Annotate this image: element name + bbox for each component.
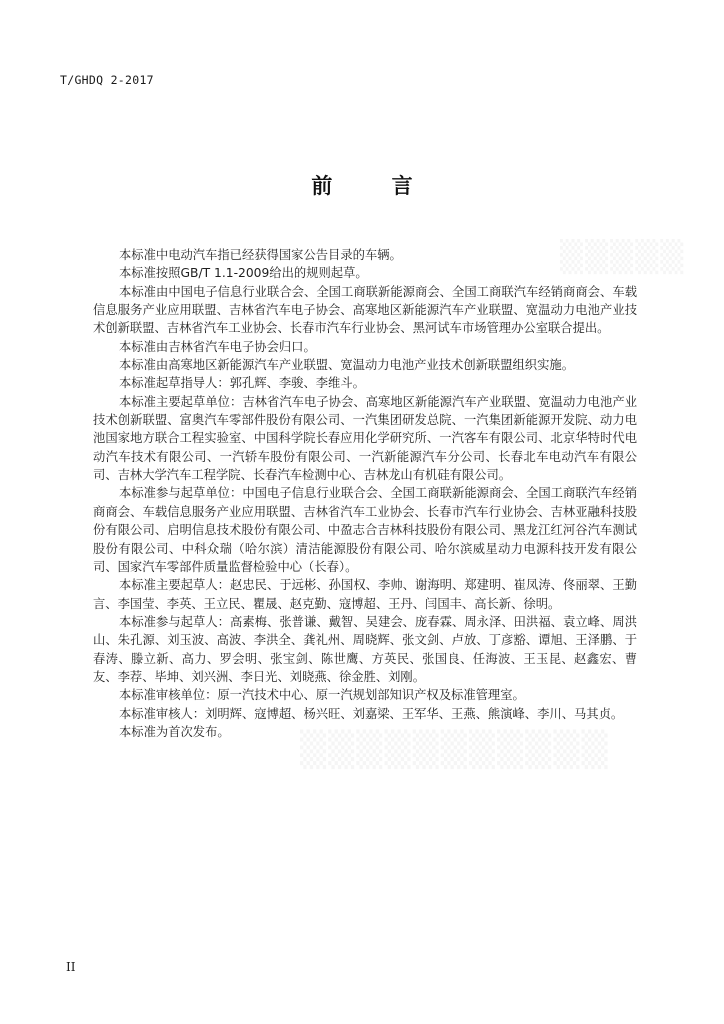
page-number: II <box>66 960 76 974</box>
page-title: 前 言 <box>311 174 439 198</box>
paragraph-participating-drafters: 本标准参与起草人：高素梅、张普谦、戴智、吴建会、庞春霖、周永泽、田洪福、袁立峰、周洪山、朱孔源、刘玉波、高波、李洪全、龚礼州、周晓辉、张文剑、卢放、丁彦豁、谭旭、王泽鹏、于春涛、滕立新、高力、罗会明、张宝剑、陈世鹰、方英民、张国良、任海波、王玉昆、赵鑫宏、曹友、李荐、毕坤、刘兴洲、李日光、刘晓燕、徐金胜、刘刚。 <box>93 614 637 684</box>
document-code: T/GHDQ 2-2017 <box>60 73 154 87</box>
paragraph-scope: 本标准中电动汽车指已经获得国家公告目录的车辆。 <box>119 248 402 262</box>
paragraph-drafting-advisors: 本标准起草指导人：郭孔辉、李骏、李维斗。 <box>119 376 365 391</box>
paragraph-proposers: 本标准由中国电子信息行业联合会、全国工商联新能源商会、全国工商联汽车经销商商会、车载信息服务产业应用联盟、吉林省汽车电子协会、高寒地区新能源汽车产业联盟、宽温动力电池产业技术创新联盟、吉林省汽车工业协会、长春市汽车行业协会、黑河试车市场管理办公室联合提出。 <box>93 284 637 336</box>
paragraph-main-drafting-units: 本标准主要起草单位：吉林省汽车电子协会、高寒地区新能源汽车产业联盟、宽温动力电池产业技术创新联盟、富奥汽车零部件股份有限公司、一汽集团研发总院、一汽集团新能源开发院、动力电池国家地方联合工程实验室、中国科学院长春应用化学研究所、一汽客车有限公司、北京华特时代电动汽车技术有限公司、一汽轿车股份有限公司、一汽新能源汽车分公司、长春北车电动汽车有限公司、吉林大学汽车工程学院、长春汽车检测中心、吉林龙山有机硅有限公司。 <box>93 394 637 483</box>
paragraph-reviewers: 本标准审核人：刘明辉、寇博超、杨兴旺、刘嘉梁、王军华、王燕、熊演峰、李川、马其贞。 <box>119 706 624 721</box>
foreword-body <box>93 246 637 741</box>
paragraph-main-drafters: 本标准主要起草人：赵忠民、于远彬、孙国权、李帅、谢海明、郑建明、崔凤涛、佟丽翠、王勤言、李国莹、李英、王立民、瞿晟、赵克勤、寇博超、王丹、闫国丰、高长新、徐明。 <box>93 578 637 611</box>
paragraph-drafting-rules: 本标准按照GB/T 1.1-2009给出的规则起草。 <box>119 266 368 281</box>
paragraph-participating-units: 本标准参与起草单位：中国电子信息行业联合会、全国工商联新能源商会、全国工商联汽车经销商商会、车载信息服务产业应用联盟、吉林省汽车工业协会、长春市汽车行业协会、吉林亚融科技股份有限公司、启明信息技术股份有限公司、中盈志合吉林科技股份有限公司、黑龙江红河谷汽车测试股份有限公司、中科众瑞（哈尔滨）清洁能源股份有限公司、哈尔滨威星动力电源科技开发有限公司、国家汽车零部件质量监督检验中心（长春）。 <box>93 486 637 574</box>
paragraph-first-release: 本标准为首次发布。 <box>119 724 230 739</box>
paragraph-review-units: 本标准审核单位：原一汽技术中心、原一汽规划部知识产权及标准管理室。 <box>119 688 525 703</box>
paragraph-centralized-by: 本标准由吉林省汽车电子协会归口。 <box>119 339 316 354</box>
watermark-top: ▒▒▒▒▒ <box>560 240 686 275</box>
paragraph-implementers: 本标准由高寒地区新能源汽车产业联盟、宽温动力电池产业技术创新联盟组织实施。 <box>119 358 574 373</box>
watermark-bottom: ▒▒▒▒▒▒▒▒▒▒▒ <box>300 730 610 770</box>
